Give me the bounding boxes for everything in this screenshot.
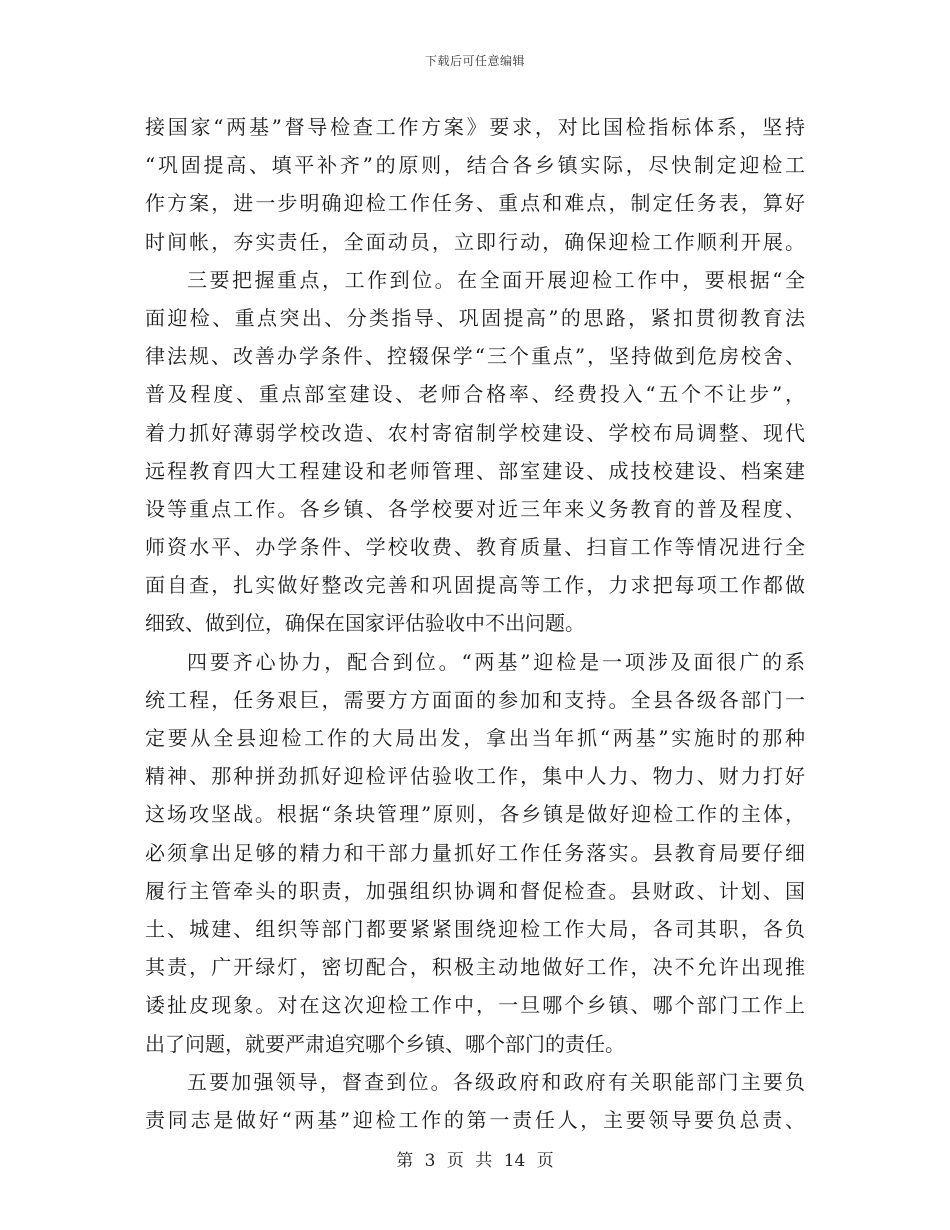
text-line: 面自查，扎实做好整改完善和巩固提高等工作，力求把每项工作都做 [145, 573, 805, 598]
text-line: 时间帐，夯实责任，全面动员，立即行动，确保迎检工作顺利开展。 [145, 229, 805, 254]
text-line: 定要从全县迎检工作的大局出发，拿出当年抓“两基”实施时的那种 [145, 726, 805, 750]
text-line: 履行主管牵头的职责，加强组织协调和督促检查。县财政、计划、国 [145, 878, 805, 903]
text-line: 责同志是做好“两基”迎检工作的第一责任人，主要领导要负总责、 [145, 1107, 805, 1132]
text-line: 律法规、改善办学条件、控辍保学“三个重点”，坚持做到危房校舍、 [145, 344, 805, 369]
page-footer: 第 3 页 共 14 页 [396, 1151, 554, 1171]
paragraph-end-line: 细致、做到位，确保在国家评估验收中不出问题。 [145, 611, 585, 636]
text-line: 其责，广开绿灯，密切配合，积极主动地做好工作，决不允许出现推 [145, 955, 805, 980]
text-line: 师资水平、办学条件、学校收费、教育质量、扫盲工作等情况进行全 [145, 535, 805, 560]
text-line: 设等重点工作。各乡镇、各学校要对近三年来义务教育的普及程度、 [145, 496, 805, 521]
text-line: 着力抓好薄弱学校改造、农村寄宿制学校建设、学校布局调整、现代 [145, 420, 805, 445]
page-header: 下载后可任意编辑 [424, 54, 525, 68]
paragraph-start-line: 三要把握重点，工作到位。在全面开展迎检工作中，要根据“全 [187, 267, 805, 292]
text-line: 面迎检、重点突出、分类指导、巩固提高”的思路，紧扣贯彻教育法 [145, 305, 805, 330]
paragraph-end-line: 出了问题，就要严肃追究哪个乡镇、哪个部门的责任。 [145, 1031, 625, 1056]
text-line: 作方案，进一步明确迎检工作任务、重点和难点，制定任务表，算好 [145, 191, 805, 216]
text-line: “巩固提高、填平补齐”的原则，结合各乡镇实际，尽快制定迎检工 [145, 153, 805, 178]
text-line: 必须拿出足够的精力和干部力量抓好工作任务落实。县教育局要仔细 [145, 840, 805, 865]
text-line: 统工程，任务艰巨，需要方方面面的参加和支持。全县各级各部门一 [145, 687, 805, 712]
text-line: 这场攻坚战。根据“条块管理”原则，各乡镇是做好迎检工作的主体， [145, 802, 805, 827]
text-line: 精神、那种拼劲抓好迎检评估验收工作，集中人力、物力、财力打好 [145, 764, 805, 789]
text-line: 普及程度、重点部室建设、老师合格率、经费投入“五个不让步”， [145, 382, 805, 407]
text-line: 接国家“两基”督导检查工作方案》要求，对比国检指标体系，坚持 [145, 115, 805, 139]
text-line: 诿扯皮现象。对在这次迎检工作中，一旦哪个乡镇、哪个部门工作上 [145, 993, 805, 1018]
body-text [145, 108, 805, 1139]
text-line: 土、城建、组织等部门都要紧紧围绕迎检工作大局，各司其职，各负 [145, 916, 805, 941]
paragraph-start-line: 五要加强领导，督查到位。各级政府和政府有关职能部门主要负 [187, 1069, 805, 1094]
paragraph-start-line: 四要齐心协力，配合到位。“两基”迎检是一项涉及面很广的系 [187, 649, 805, 674]
text-line: 远程教育四大工程建设和老师管理、部室建设、成技校建设、档案建 [145, 458, 805, 483]
